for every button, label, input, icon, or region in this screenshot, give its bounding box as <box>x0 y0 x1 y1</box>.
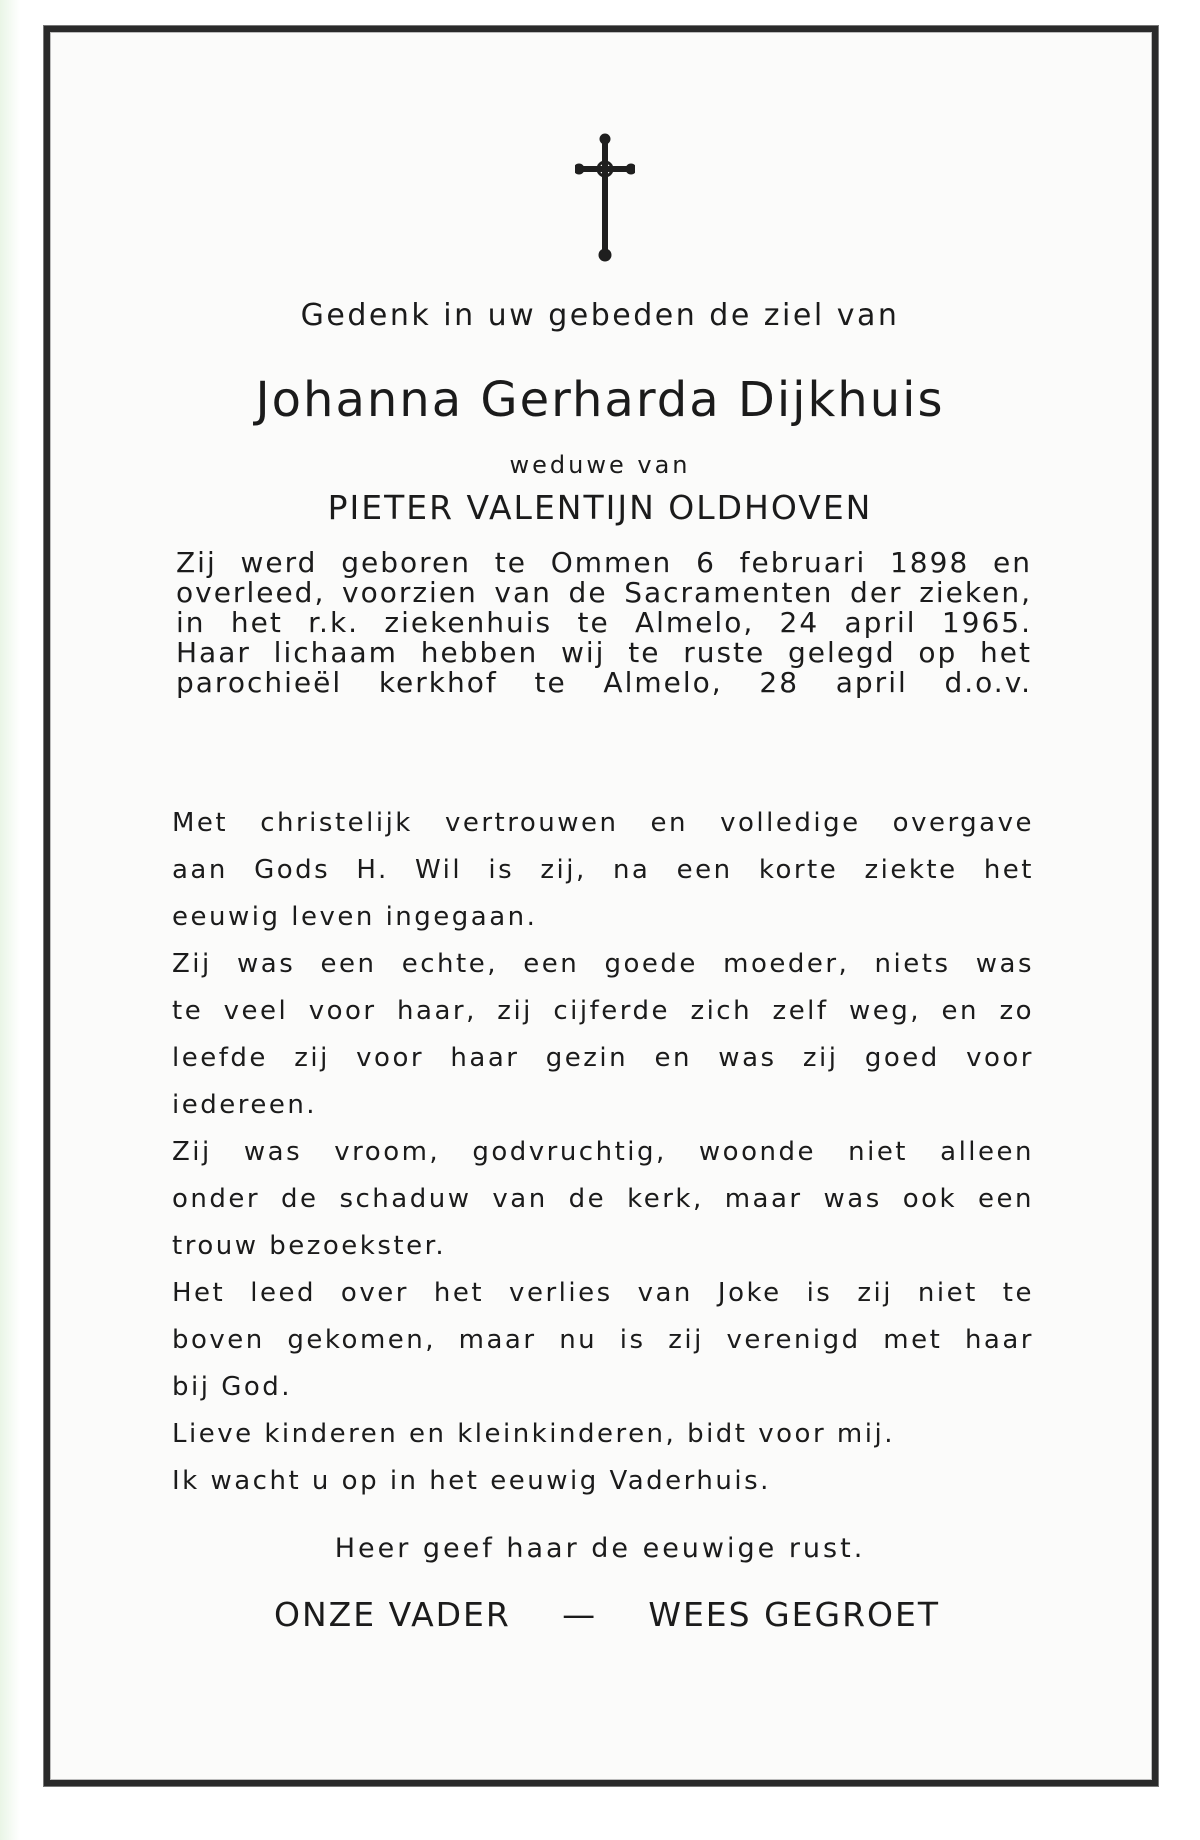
text-line: Met christelijk vertrouwen en volledige overgave <box>172 808 1034 838</box>
prayers-line <box>274 1595 940 1634</box>
text-line: onder de schaduw van de kerk, maar was ook een <box>172 1184 1034 1214</box>
bio-line: parochieël kerkhof te Almelo, 28 april d.o.v. <box>176 668 1032 698</box>
text-line: aan Gods H. Wil is zij, na een korte ziekte het <box>172 855 1034 885</box>
memorial-text <box>172 800 1034 1505</box>
bio-line: Haar lichaam hebben wij te ruste gelegd op het <box>176 638 1032 668</box>
text-line: bij God. <box>172 1372 293 1402</box>
biography-block <box>176 548 1032 698</box>
scan-edge <box>0 0 20 1840</box>
bio-line: Zij werd geboren te Ommen 6 februari 1898 en <box>176 548 1032 578</box>
text-line: leefde zij voor haar gezin en was zij goed voor <box>172 1043 1034 1073</box>
rest-line: Heer geef haar de eeuwige rust. <box>334 1533 866 1564</box>
text-line: trouw bezoekster. <box>172 1231 447 1261</box>
text-line: Lieve kinderen en kleinkinderen, bidt voor mij. <box>172 1419 895 1449</box>
text-line: Zij was een echte, een goede moeder, niets was <box>172 949 1034 979</box>
bio-line: overleed, voorzien van de Sacramenten der zieken, <box>176 578 1032 608</box>
widow-label: weduwe van <box>509 451 691 479</box>
husband-name: PIETER VALENTIJN OLDHOVEN <box>327 488 873 527</box>
prayer-dash: — <box>562 1595 598 1634</box>
text-line: boven gekomen, maar nu is zij verenigd met haar <box>172 1325 1034 1355</box>
text-line: te veel voor haar, zij cijferde zich zelf weg, en zo <box>172 996 1034 1026</box>
text-line: Zij was vroom, godvruchtig, woonde niet alleen <box>172 1137 1034 1167</box>
text-line: Het leed over het verlies van Joke is zij niet te <box>172 1278 1034 1308</box>
prayer-hail-mary: WEES GEGROET <box>648 1595 940 1634</box>
deceased-name: Johanna Gerharda Dijkhuis <box>255 372 945 428</box>
intro-line: Gedenk in uw gebeden de ziel van <box>300 298 900 333</box>
text-line: Ik wacht u op in het eeuwig Vaderhuis. <box>172 1466 771 1496</box>
bio-line: in het r.k. ziekenhuis te Almelo, 24 april 1965. <box>176 608 1032 638</box>
text-line: eeuwig leven ingegaan. <box>172 902 538 932</box>
text-line: iedereen. <box>172 1090 318 1120</box>
prayer-our-father: ONZE VADER <box>274 1595 511 1634</box>
cross-icon <box>575 133 635 263</box>
